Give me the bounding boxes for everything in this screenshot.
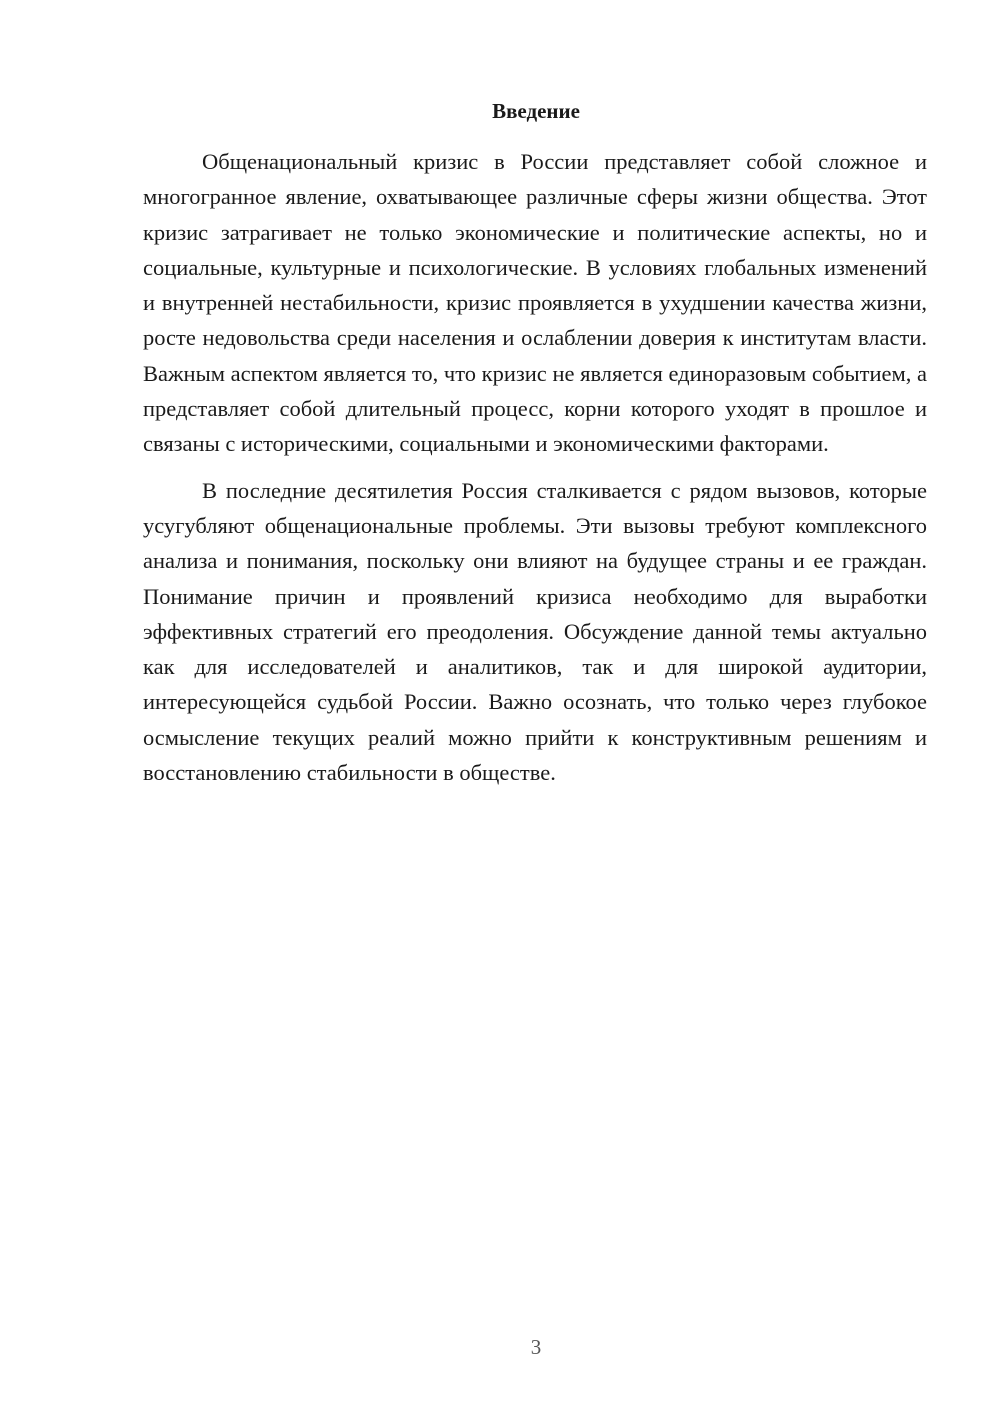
section-heading: Введение bbox=[492, 99, 580, 123]
paragraph-2: В последние десятилетия Россия сталкивается с рядом вызовов, которые усугубляют общенациональные проблемы. Эти вызовы требуют комплексного анализа и понимания, поскольку они влияют на будущее страны и ее граждан. Понимание причин и проявлений кризиса необходимо для выработки эффективных стратегий его преодоления. Обсуждение данной темы актуально как для исследователей и аналитиков, так и для широкой аудитории, интересующейся судьбой России. Важно осознать, что только через глубокое осмысление текущих реалий можно прийти к конструктивным решениям и восстановлению стабильности в обществе. bbox=[143, 477, 927, 786]
page-number: 3 bbox=[530, 1335, 542, 1359]
paragraph-1: Общенациональный кризис в России представляет собой сложное и многогранное явление, охватывающее различные сферы жизни общества. Этот кризис затрагивает не только экономические и политические аспекты, но и социальные, культурные и психологические. В условиях глобальных изменений и внутренней нестабильности, кризис проявляется в ухудшении качества жизни, росте недовольства среди населения и ослаблении доверия к институтам власти. Важным аспектом является то, что кризис не является единоразовым событием, а представляет собой длительный процесс, корни которого уходят в прошлое и связаны с историческими, социальными и экономическими факторами. bbox=[143, 149, 927, 457]
body-text bbox=[143, 144, 927, 790]
